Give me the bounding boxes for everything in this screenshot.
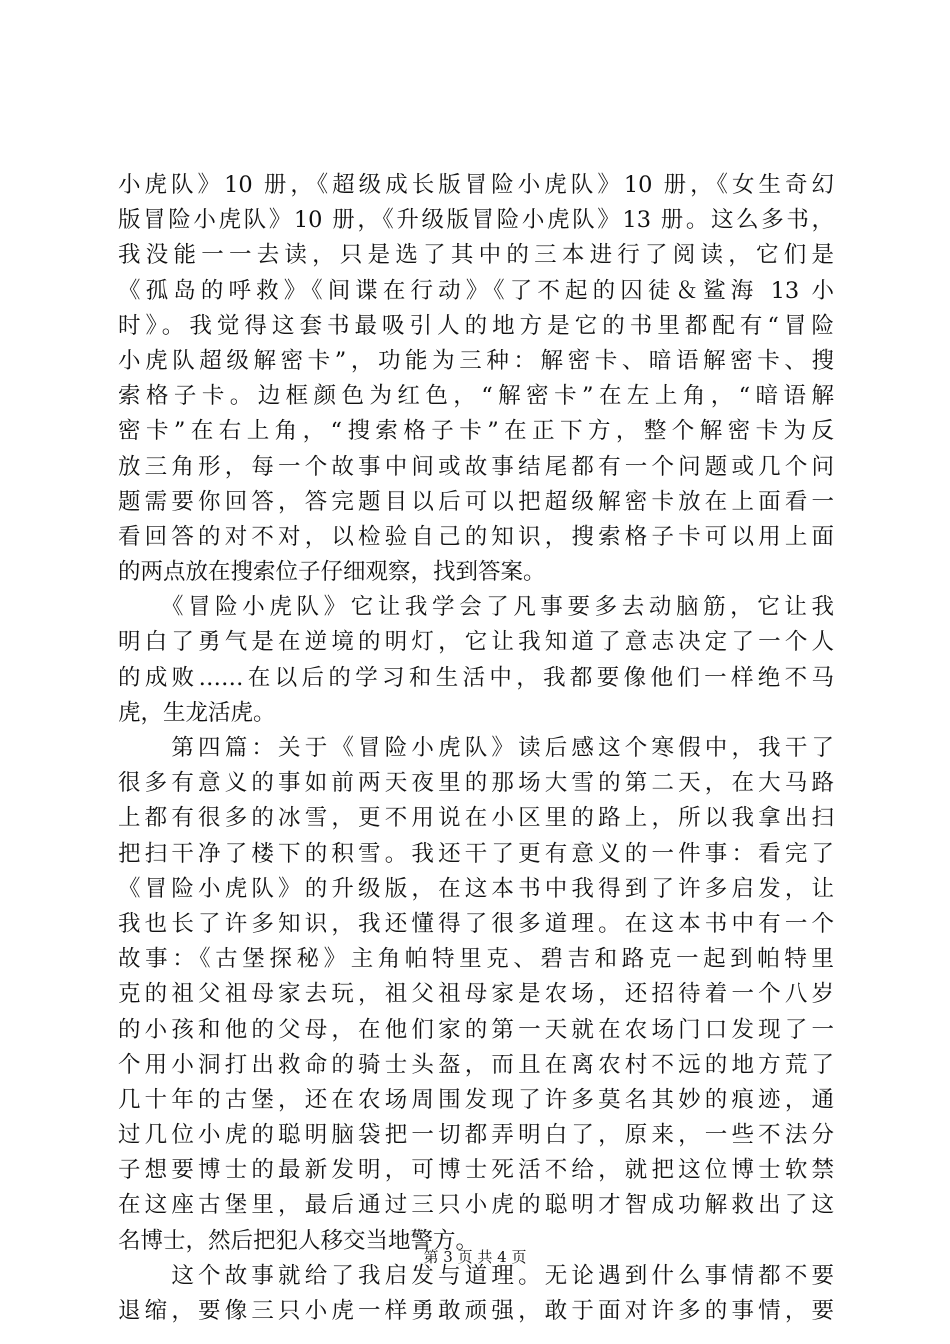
text-line: 这个故事就给了我启发与道理。无论遇到什么事情都不要 (118, 1262, 834, 1289)
text-line: 过几位小虎的聪明脑袋把一切都弄明白了，原来，一些不法分 (118, 1122, 834, 1149)
page-footer: 第 3 页 共 4 页 (423, 1248, 527, 1266)
document-body (118, 168, 834, 1329)
text-line: 的成败……在以后的学习和生活中，我都要像他们一样绝不马 (118, 664, 834, 691)
text-line: 把扫干净了楼下的积雪。我还干了更有意义的一件事：看完了 (118, 840, 834, 867)
text-line: 《冒险小虎队》它让我学会了凡事要多去动脑筋，它让我 (118, 594, 834, 621)
text-line: 第四篇：关于《冒险小虎队》读后感这个寒假中，我干了 (118, 735, 834, 761)
text-line: 克的祖父祖母家去玩，祖父祖母家是农场，还招待着一个八岁 (118, 981, 834, 1008)
text-line: 明白了勇气是在逆境的明灯，它让我知道了意志决定了一个人 (118, 629, 834, 656)
text-line: 《冒险小虎队》的升级版，在这本书中我得到了许多启发，让 (118, 875, 834, 902)
text-line: 几十年的古堡，还在农场周围发现了许多莫名其妙的痕迹，通 (118, 1086, 834, 1113)
text-line: 在这座古堡里，最后通过三只小虎的聪明才智成功解救出了这 (118, 1192, 834, 1219)
text-line: 我也长了许多知识，我还懂得了很多道理。在这本书中有一个 (118, 910, 834, 937)
text-line: 看回答的对不对，以检验自己的知识，搜索格子卡可以用上面 (118, 523, 834, 550)
text-line: 退缩，要像三只小虎一样勇敢顽强，敢于面对许多的事情，要 (118, 1298, 834, 1324)
text-line: 索格子卡。边框颜色为红色，“解密卡”在左上角，“暗语解 (118, 383, 834, 410)
text-line: 个用小洞打出救命的骑士头盔，而且在离农村不远的地方荒了 (118, 1051, 834, 1078)
text-line: 放三角形，每一个故事中间或故事结尾都有一个问题或几个问 (118, 453, 834, 480)
text-line: 《孤岛的呼救》《间谍在行动》《了不起的囚徒＆鲨海 13 小 (118, 277, 834, 304)
text-line: 子想要博士的最新发明，可博士死活不给，就把这位博士软禁 (118, 1157, 834, 1184)
text-line: 题需要你回答，答完题目以后可以把超级解密卡放在上面看一 (118, 488, 834, 515)
text-line: 上都有很多的冰雪，更不用说在小区里的路上，所以我拿出扫 (118, 805, 834, 832)
text-line: 时》。我觉得这套书最吸引人的地方是它的书里都配有“冒险 (118, 312, 834, 339)
text-line: 很多有意义的事如前两天夜里的那场大雪的第二天，在大马路 (118, 770, 834, 797)
text-line: 小虎队》10 册，《超级成长版冒险小虎队》10 册，《女生奇幻 (118, 172, 834, 198)
text-line: 小虎队超级解密卡”，功能为三种：解密卡、暗语解密卡、搜 (118, 347, 834, 374)
text-line: 故事：《古堡探秘》主角帕特里克、碧吉和路克一起到帕特里 (118, 946, 834, 973)
text-line: 密卡”在右上角，“搜索格子卡”在正下方，整个解密卡为反 (118, 418, 834, 445)
text-line: 的小孩和他的父母，在他们家的第一天就在农场门口发现了一 (118, 1016, 834, 1043)
text-line: 的两点放在搜索位子仔细观察，找到答案。 (118, 559, 546, 586)
text-line: 版冒险小虎队》10 册，《升级版冒险小虎队》13 册。这么多书， (118, 207, 834, 234)
text-line: 名博士，然后把犯人移交当地警方。 (118, 1227, 479, 1254)
text-line: 我没能一一去读，只是选了其中的三本进行了阅读，它们是 (118, 242, 834, 269)
text-line: 虎，生龙活虎。 (118, 699, 276, 726)
